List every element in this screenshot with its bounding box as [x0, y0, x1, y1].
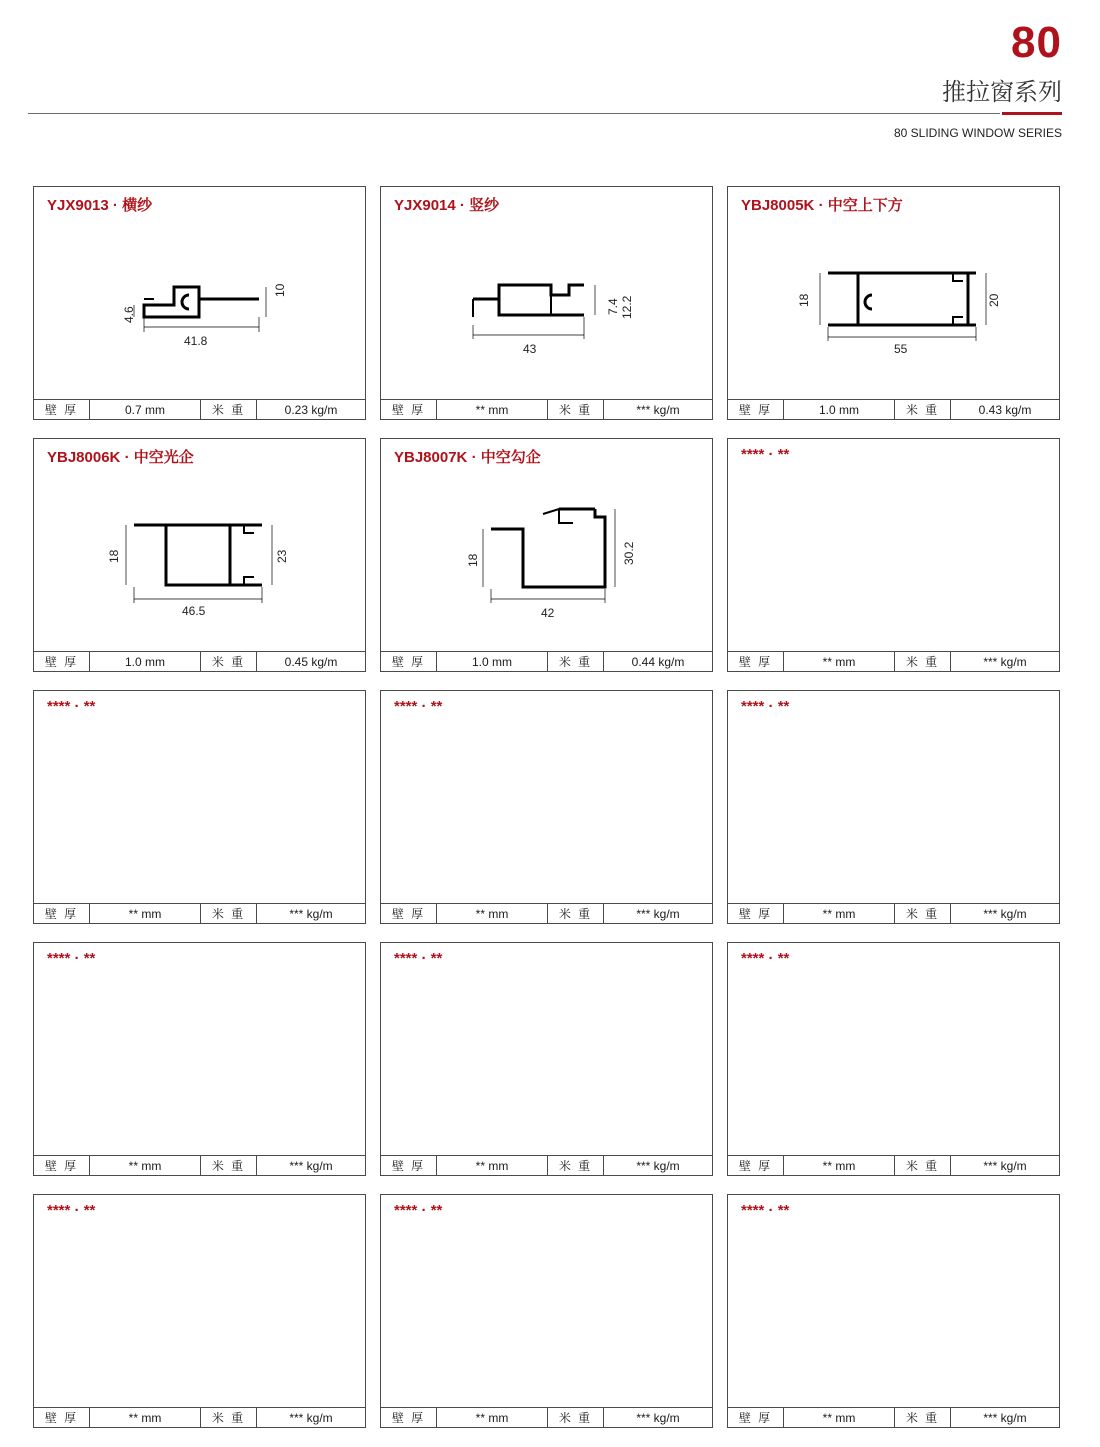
wall-thickness-value: ** mm — [784, 1156, 895, 1175]
spec-row — [381, 1155, 712, 1175]
spec-row — [381, 651, 712, 671]
profile-title — [394, 950, 442, 967]
profile-name: ** — [777, 698, 790, 715]
profile-code: **** — [47, 1202, 71, 1219]
wall-thickness-value: ** mm — [437, 1408, 548, 1427]
weight-value: *** kg/m — [983, 906, 1027, 921]
profile-title — [394, 698, 442, 715]
weight-label: 米 重 — [548, 652, 604, 671]
profile-drawing — [728, 1225, 1059, 1408]
title-separator: · — [421, 1202, 431, 1219]
profile-drawing — [381, 469, 712, 652]
profile-title — [394, 194, 499, 215]
weight-label: 米 重 — [201, 1156, 257, 1175]
dim-label: 18 — [466, 553, 480, 567]
wall-thickness-label: 壁 厚 — [381, 1156, 437, 1175]
wall-thickness-value: ** mm — [437, 1156, 548, 1175]
profile-title — [394, 1202, 442, 1219]
dim-label: 30.2 — [622, 541, 636, 565]
profile-code: **** — [741, 446, 765, 463]
weight-label: 米 重 — [895, 1408, 951, 1427]
title-separator: · — [74, 950, 84, 967]
weight-label: 米 重 — [895, 904, 951, 923]
profile-drawing — [728, 217, 1059, 400]
wall-thickness-label: 壁 厚 — [34, 904, 90, 923]
profile-name: ** — [83, 1202, 96, 1219]
weight-label: 米 重 — [201, 400, 257, 419]
profile-card — [33, 438, 366, 672]
dim-label: 43 — [523, 342, 537, 356]
weight-value: *** kg/m — [983, 1410, 1027, 1425]
title-separator: · — [471, 449, 481, 466]
profile-card — [727, 690, 1060, 924]
profile-card — [380, 438, 713, 672]
series-number: 80 — [1011, 18, 1062, 67]
title-separator: · — [421, 698, 431, 715]
weight-value: 0.45 kg/m — [284, 654, 338, 669]
profile-code: **** — [47, 698, 71, 715]
dim-label: 46.5 — [182, 604, 206, 618]
weight-value: *** kg/m — [983, 1158, 1027, 1173]
profile-title — [741, 194, 903, 215]
wall-thickness-value: ** mm — [784, 652, 895, 671]
profile-name: 横纱 — [122, 197, 153, 214]
weight-value: *** kg/m — [636, 1410, 680, 1425]
profile-code: YJX9013 — [47, 197, 109, 214]
wall-thickness-value: ** mm — [784, 1408, 895, 1427]
profile-name: ** — [777, 446, 790, 463]
profile-title — [741, 698, 789, 715]
dim-label: 55 — [894, 342, 908, 356]
profile-title — [741, 446, 789, 463]
spec-row — [728, 1155, 1059, 1175]
profile-title — [394, 446, 541, 467]
wall-thickness-value: ** mm — [437, 400, 548, 419]
title-separator: · — [768, 446, 778, 463]
weight-value: *** kg/m — [636, 402, 680, 417]
weight-label: 米 重 — [895, 652, 951, 671]
profile-card — [727, 438, 1060, 672]
wall-thickness-label: 壁 厚 — [381, 400, 437, 419]
wall-thickness-value: ** mm — [784, 904, 895, 923]
profile-drawing — [34, 469, 365, 652]
weight-label: 米 重 — [895, 1156, 951, 1175]
wall-thickness-value: 1.0 mm — [437, 652, 548, 671]
weight-label: 米 重 — [201, 904, 257, 923]
wall-thickness-label: 壁 厚 — [728, 652, 784, 671]
spec-row — [728, 1407, 1059, 1427]
wall-thickness-label: 壁 厚 — [34, 1408, 90, 1427]
profile-card — [727, 942, 1060, 1176]
title-separator: · — [124, 449, 134, 466]
title-separator: · — [74, 698, 84, 715]
weight-label: 米 重 — [548, 1156, 604, 1175]
profile-code: **** — [394, 1202, 418, 1219]
wall-thickness-label: 壁 厚 — [728, 1408, 784, 1427]
wall-thickness-value: 1.0 mm — [784, 400, 895, 419]
profile-name: 中空光企 — [133, 449, 194, 466]
profile-card — [33, 690, 366, 924]
weight-value: *** kg/m — [289, 906, 333, 921]
wall-thickness-label: 壁 厚 — [728, 400, 784, 419]
title-separator: · — [768, 950, 778, 967]
spec-row — [728, 903, 1059, 923]
profile-name: ** — [430, 950, 443, 967]
profile-title — [47, 1202, 95, 1219]
profile-name: ** — [83, 698, 96, 715]
profile-name: 中空上下方 — [827, 197, 903, 214]
profile-card — [33, 1194, 366, 1428]
profile-code: **** — [394, 950, 418, 967]
profile-title — [741, 950, 789, 967]
wall-thickness-value: ** mm — [90, 1156, 201, 1175]
title-separator: · — [421, 950, 431, 967]
profile-name: ** — [777, 1202, 790, 1219]
profile-code: **** — [741, 698, 765, 715]
profile-code: **** — [47, 950, 71, 967]
wall-thickness-label: 壁 厚 — [728, 1156, 784, 1175]
dim-label: 18 — [107, 549, 121, 563]
profile-code: YBJ8006K — [47, 449, 121, 466]
weight-value: 0.23 kg/m — [284, 402, 338, 417]
profile-code: YJX9014 — [394, 197, 456, 214]
spec-row — [34, 399, 365, 419]
profile-title — [741, 1202, 789, 1219]
profile-drawing — [381, 721, 712, 904]
wall-thickness-label: 壁 厚 — [34, 1156, 90, 1175]
profile-drawing — [728, 973, 1059, 1156]
profile-name: ** — [430, 1202, 443, 1219]
profile-name: ** — [777, 950, 790, 967]
title-separator: · — [818, 197, 828, 214]
profile-drawing — [34, 1225, 365, 1408]
profile-card — [380, 186, 713, 420]
profile-code: YBJ8007K — [394, 449, 468, 466]
weight-label: 米 重 — [201, 1408, 257, 1427]
dim-label: 10 — [273, 283, 287, 297]
profile-code: **** — [741, 1202, 765, 1219]
title-separator: · — [459, 197, 470, 214]
weight-label: 米 重 — [201, 652, 257, 671]
wall-thickness-label: 壁 厚 — [728, 904, 784, 923]
weight-label: 米 重 — [548, 1408, 604, 1427]
spec-row — [381, 903, 712, 923]
profile-drawing — [728, 721, 1059, 904]
weight-label: 米 重 — [895, 400, 951, 419]
weight-value: 0.44 kg/m — [631, 654, 685, 669]
wall-thickness-label: 壁 厚 — [34, 652, 90, 671]
wall-thickness-label: 壁 厚 — [34, 400, 90, 419]
spec-row — [34, 651, 365, 671]
profile-card — [380, 1194, 713, 1428]
series-title-en: 80 SLIDING WINDOW SERIES — [893, 126, 1062, 140]
wall-thickness-value: ** mm — [437, 904, 548, 923]
weight-value: *** kg/m — [289, 1158, 333, 1173]
profile-name: 中空勾企 — [480, 449, 541, 466]
profile-drawing — [34, 217, 365, 400]
profile-title — [47, 194, 152, 215]
profile-name: ** — [430, 698, 443, 715]
wall-thickness-label: 壁 厚 — [381, 652, 437, 671]
profile-code: **** — [394, 698, 418, 715]
weight-label: 米 重 — [548, 400, 604, 419]
weight-value: 0.43 kg/m — [978, 402, 1032, 417]
profile-drawing — [34, 973, 365, 1156]
profile-card — [33, 942, 366, 1176]
dim-label: 18 — [797, 293, 811, 307]
profile-card — [380, 942, 713, 1176]
title-separator: · — [74, 1202, 84, 1219]
spec-row — [34, 1407, 365, 1427]
profile-drawing — [381, 1225, 712, 1408]
profile-drawing — [34, 721, 365, 904]
weight-value: *** kg/m — [983, 654, 1027, 669]
wall-thickness-label: 壁 厚 — [381, 904, 437, 923]
profile-drawing — [381, 973, 712, 1156]
series-title-cn: 推拉窗系列 — [942, 78, 1062, 106]
profile-title — [47, 446, 194, 467]
profile-card — [727, 1194, 1060, 1428]
wall-thickness-value: 0.7 mm — [90, 400, 201, 419]
spec-row — [381, 399, 712, 419]
dim-label: 41.8 — [184, 334, 208, 348]
profile-title — [47, 698, 95, 715]
profile-card — [380, 690, 713, 924]
profile-name: 竖纱 — [469, 197, 500, 214]
profile-name: ** — [83, 950, 96, 967]
weight-value: *** kg/m — [636, 1158, 680, 1173]
dim-label: 12.2 — [620, 295, 634, 319]
wall-thickness-label: 壁 厚 — [381, 1408, 437, 1427]
profile-card — [727, 186, 1060, 420]
spec-row — [34, 903, 365, 923]
profile-code: **** — [741, 950, 765, 967]
spec-row — [728, 651, 1059, 671]
title-separator: · — [768, 698, 778, 715]
wall-thickness-value: ** mm — [90, 1408, 201, 1427]
weight-label: 米 重 — [548, 904, 604, 923]
profile-title — [47, 950, 95, 967]
title-separator: · — [768, 1202, 778, 1219]
title-separator: · — [112, 197, 123, 214]
wall-thickness-value: 1.0 mm — [90, 652, 201, 671]
spec-row — [381, 1407, 712, 1427]
dim-label: 7.4 — [606, 298, 620, 315]
weight-value: *** kg/m — [636, 906, 680, 921]
profile-drawing — [728, 469, 1059, 652]
weight-value: *** kg/m — [289, 1410, 333, 1425]
dim-label: 4.6 — [122, 306, 136, 323]
spec-row — [34, 1155, 365, 1175]
profile-card — [33, 186, 366, 420]
dim-label: 42 — [541, 606, 555, 620]
wall-thickness-value: ** mm — [90, 904, 201, 923]
profile-code: YBJ8005K — [741, 197, 815, 214]
spec-row — [728, 399, 1059, 419]
dim-label: 20 — [987, 293, 1001, 307]
dim-label: 23 — [275, 549, 289, 563]
profile-drawing — [381, 217, 712, 400]
